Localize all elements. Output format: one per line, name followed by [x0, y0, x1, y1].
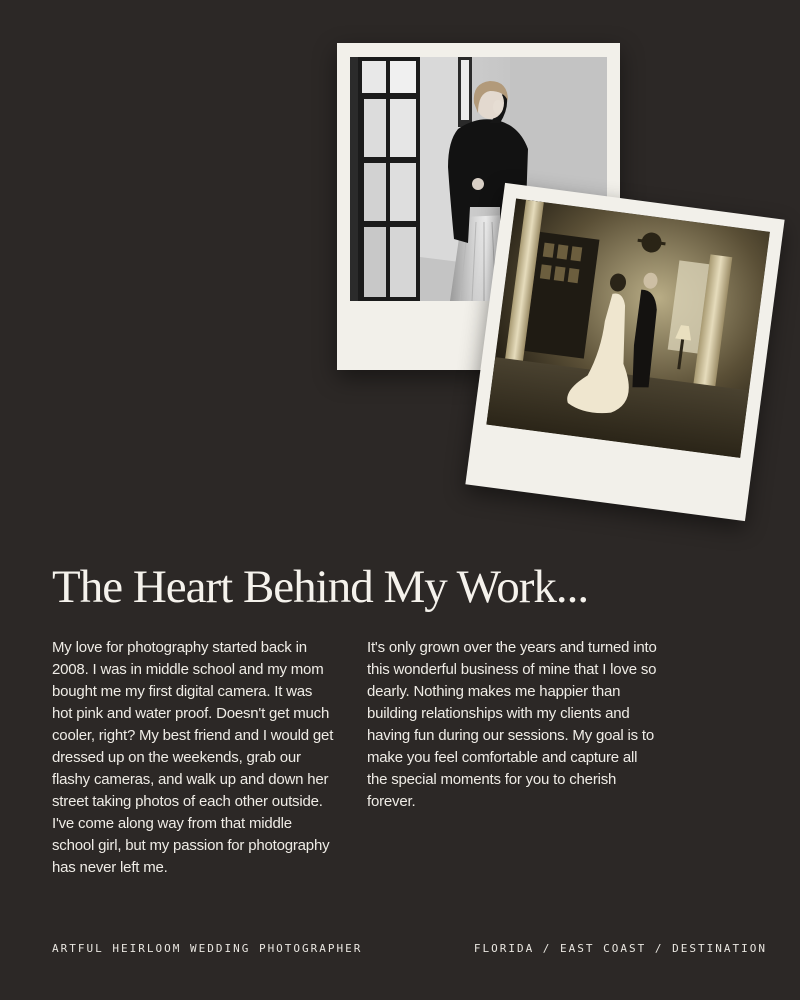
wedding-photo-image — [486, 198, 770, 457]
page-title: The Heart Behind My Work... — [52, 561, 589, 613]
wedding-photo — [486, 198, 770, 457]
footer-tagline: ARTFUL HEIRLOOM WEDDING PHOTOGRAPHER — [52, 942, 363, 955]
body-column-2: It's only grown over the years and turned into this wonderful business of mine that I love so dearly. Nothing makes me happier than building relationships with my clients and having fun during our sessions. My goal is to make you feel comfortable and capture all the special moments for you to cherish forever. — [367, 639, 657, 810]
footer-locations: FLORIDA / EAST COAST / DESTINATION — [473, 942, 767, 955]
body-column-1: My love for photography started back in 2008. I was in middle school and my mom bought me my first digital camera. It was hot pink and water proof. Doesn't get much cooler, right? My best friend and I would get dressed up on the weekends, grab our flashy cameras, and walk up and down her street taking photos of each other outside. I've come along way from that middle school girl, but my passion for photography has never left me. — [52, 639, 334, 876]
polaroid-wedding — [465, 183, 784, 521]
